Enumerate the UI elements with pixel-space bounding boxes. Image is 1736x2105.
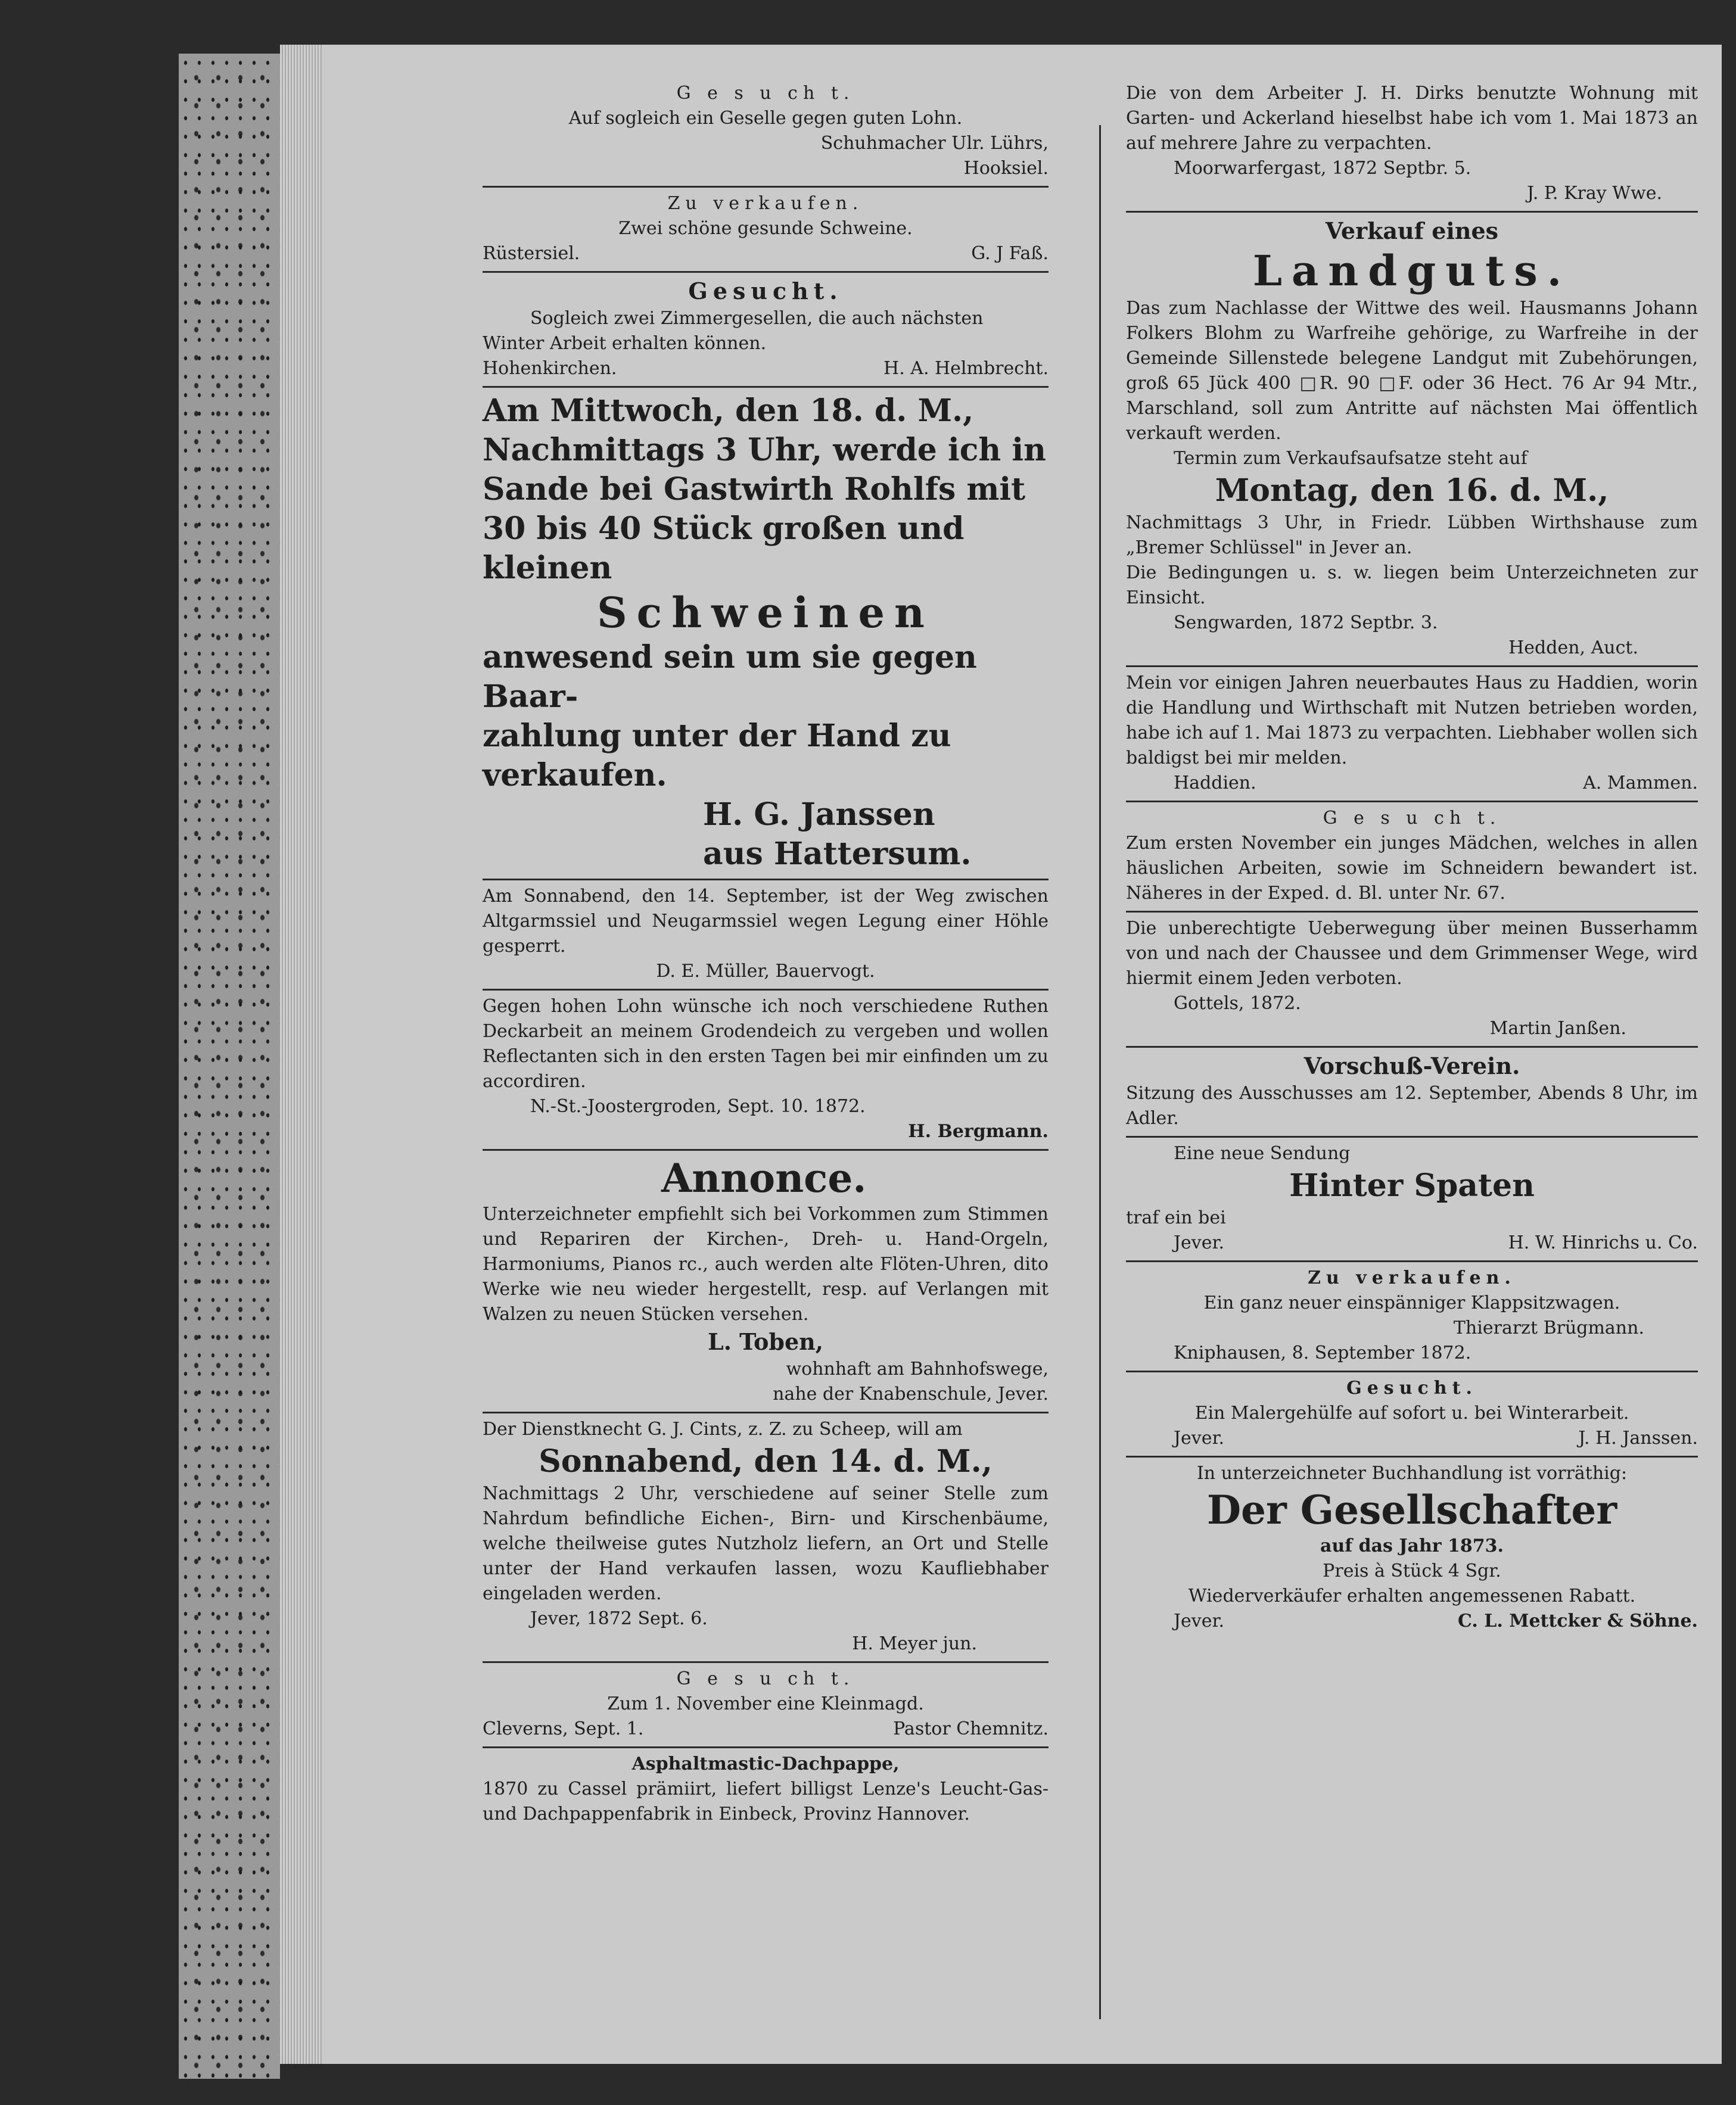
ad-signature: H. Meyer jun. — [852, 1633, 977, 1654]
ad-headline: Hinter Spaten — [1289, 1167, 1535, 1204]
ad-headline: 30 bis 40 Stück großen und kleinen — [483, 510, 965, 586]
ad-place: Jever, 1872 Sept. 6. — [530, 1608, 708, 1629]
ad-text: Die Bedingungen u. s. w. liegen beim Unterzeichneten zur Einsicht. — [1126, 562, 1698, 608]
ad-text: In unterzeichneter Buchhandlung ist vorräthig: — [1196, 1463, 1628, 1484]
ad-text: Zum ersten November ein junges Mädchen, welches in allen häuslichen Arbeiten, sowie im Schneidern bewandert ist. Näheres in der Exped. d. Bl. unter Nr. 67. — [1126, 833, 1698, 904]
ad-title: Zu verkaufen. — [667, 193, 864, 214]
ad-headline: anwesend sein um sie gegen Baar- — [483, 639, 977, 715]
ad-place: aus Hattersum. — [703, 836, 972, 872]
ad-deckarbeit — [483, 991, 1049, 1151]
ad-headline: Am Mittwoch, den 18. d. M., — [483, 393, 974, 429]
ad-place: Kniphausen, 8. September 1872. — [1174, 1343, 1471, 1363]
ad-headline: Sonnabend, den 14. d. M., — [539, 1443, 993, 1480]
ad-annonce-orgeln — [483, 1151, 1049, 1413]
ad-text: Winter Arbeit erhalten können. — [483, 333, 767, 354]
ad-signature: H. A. Helmbrecht. — [883, 358, 1049, 379]
ad-text: Mein vor einigen Jahren neuerbautes Haus zu Haddien, worin die Handlung und Wirthschaft mit Nutzen betrieben worden, habe ich auf 1. Mai 1873 zu verpachten. Liebhaber wollen sich baldigst bei mir melden. — [1126, 672, 1698, 768]
ad-text: Nachmittags 2 Uhr, verschiedene auf seiner Stelle zum Nahrdum befindliche Eichen-, Birn- und Kirschenbäume, welche theilweise gutes Nutzholz liefern, an Ort und Stelle unter der Hand verkaufen lassen, wozu Kaufliebhaber eingeladen werden. — [483, 1483, 1049, 1604]
ad-place: Hohenkirchen. — [483, 358, 617, 379]
ad-title: Zu verkaufen. — [1308, 1268, 1516, 1288]
ad-gesucht-maedchen — [1126, 802, 1698, 913]
ad-title: Asphaltmastic-Dachpappe, — [631, 1754, 900, 1774]
ad-baeume-verkauf — [483, 1413, 1049, 1663]
ad-headline: Nachmittags 3 Uhr, werde ich in — [483, 432, 1046, 468]
ad-text: Die von dem Arbeiter J. H. Dirks benutzte Wohnung mit Garten- und Ackerland hieselbst habe ich vom 1. Mai 1873 an auf mehrere Jahre zu verpachten. — [1126, 83, 1698, 154]
ad-gesucht-malergehuelfe — [1126, 1372, 1698, 1458]
ad-signature: Thierarzt Brügmann. — [1453, 1318, 1644, 1338]
ad-signature: D. E. Müller, Bauervogt. — [656, 961, 875, 982]
ad-gesucht-zimmergesellen — [483, 273, 1049, 388]
ad-place: Jever. — [1174, 1428, 1225, 1449]
ad-place: Rüstersiel. — [483, 243, 580, 264]
ad-place: Jever. — [1174, 1232, 1225, 1253]
ad-vorschuss-verein — [1126, 1048, 1698, 1138]
ad-title: Vorschuß-Verein. — [1303, 1052, 1520, 1079]
ad-wohnung-verpachten — [1126, 77, 1698, 213]
ad-signature: J. H. Janssen. — [1578, 1428, 1698, 1449]
ad-headline: zahlung unter der Hand zu verkaufen. — [483, 718, 951, 793]
ad-gesucht-kleinmagd — [483, 1663, 1049, 1748]
ad-place: N.-St.-Joostergroden, Sept. 10. 1872. — [530, 1096, 866, 1117]
ad-text: Am Sonnabend, den 14. September, ist der Weg zwischen Altgarmssiel und Neugarmssiel wegen Legung einer Höhle gesperrt. — [483, 886, 1049, 957]
ad-title: G e s u ch t. — [1323, 808, 1501, 829]
ad-signature: H. G. Janssen — [703, 796, 935, 833]
ad-text: Der Dienstknecht G. J. Cints, z. Z. zu Scheep, will am — [483, 1419, 963, 1440]
ad-place: Moorwarfergast, 1872 Septbr. 5. — [1174, 158, 1471, 179]
ad-text: Unterzeichneter empfiehlt sich bei Vorkommen zum Stimmen und Repariren der Kirchen-, Dreh- u. Hand-Orgeln, Harmoniums, Pianos rc., auch werden alte Flöten-Uhren, dito Werke wie neu wieder hergestellt, resp. auf Verlangen mit Walzen zu neuen Stücken versehen. — [483, 1204, 1049, 1325]
ad-signature: Hedden, Auct. — [1508, 637, 1638, 658]
ad-signature: Pastor Chemnitz. — [893, 1718, 1049, 1739]
ad-ueberwegung-verboten — [1126, 913, 1698, 1048]
left-column — [483, 77, 1049, 1832]
column-divider — [1099, 125, 1101, 2019]
ad-headline: Landguts. — [1252, 246, 1572, 295]
ad-headline: Schweinen — [597, 588, 934, 637]
ad-address: wohnhaft am Bahnhofswege, — [786, 1359, 1049, 1380]
ad-signature: J. P. Kray Wwe. — [1527, 183, 1662, 204]
ad-text: Wiederverkäufer erhalten angemessenen Rabatt. — [1188, 1586, 1636, 1606]
ad-gesucht-geselle — [483, 77, 1049, 188]
ad-text: Zwei schöne gesunde Schweine. — [618, 218, 913, 239]
ad-title: Gesucht. — [688, 278, 843, 304]
ad-text: Nachmittags 3 Uhr, in Friedr. Lübben Wirthshause zum „Bremer Schlüssel" in Jever an. — [1126, 512, 1698, 558]
ad-weg-gesperrt — [483, 880, 1049, 991]
ad-klappsitzwagen — [1126, 1262, 1698, 1372]
ad-dachpappe — [483, 1748, 1049, 1832]
page-edges — [280, 45, 328, 2064]
ad-place: Gottels, 1872. — [1174, 993, 1301, 1014]
ad-title: Annonce. — [661, 1155, 867, 1201]
ad-place: Hooksiel. — [963, 158, 1049, 179]
ad-signature: H. Bergmann. — [908, 1121, 1049, 1142]
ad-schweine-auktion — [483, 388, 1049, 880]
ad-headline: Sande bei Gastwirth Rohlfs mit — [483, 471, 1026, 507]
ad-gesellschafter — [1126, 1458, 1698, 1639]
ad-signature: Schuhmacher Ulr. Lührs, — [820, 133, 1049, 154]
ad-text: auf das Jahr 1873. — [1320, 1536, 1504, 1556]
ad-haus-verpachten — [1126, 667, 1698, 802]
ad-headline: Der Gesellschafter — [1206, 1487, 1617, 1533]
ad-hinter-spaten — [1126, 1138, 1698, 1262]
ad-signature: A. Mammen. — [1583, 773, 1698, 793]
ad-text: Gegen hohen Lohn wünsche ich noch verschiedene Ruthen Deckarbeit an meinem Grodendeich zu vergeben und wollen Reflectanten sich in den ersten Tagen bei mir einfinden um zu accordiren. — [483, 996, 1049, 1092]
ad-title: G e s u ch t. — [676, 1668, 855, 1689]
ad-text: Eine neue Sendung — [1174, 1143, 1351, 1164]
ad-text: Zum 1. November eine Kleinmagd. — [607, 1693, 924, 1714]
ad-text: Die unberechtigte Ueberwegung über meinen Busserhamm von und nach der Chaussee und dem Grimmenser Wege, wird hiermit einem Jeden verboten. — [1126, 918, 1698, 989]
ad-text: Ein ganz neuer einspänniger Klappsitzwagen. — [1203, 1293, 1620, 1313]
ad-title: Gesucht. — [1346, 1378, 1477, 1399]
ad-text: Termin zum Verkaufsaufsatze steht auf — [1174, 448, 1527, 469]
ad-place: Jever. — [1174, 1611, 1225, 1631]
ad-signature: L. Toben, — [707, 1328, 824, 1355]
book-edge-speckle — [179, 54, 280, 2079]
ad-address: nahe der Knabenschule, Jever. — [773, 1384, 1049, 1405]
right-column — [1126, 77, 1698, 1639]
ad-text: Sitzung des Ausschusses am 12. September, Abends 8 Uhr, im Adler. — [1126, 1083, 1698, 1129]
ad-place: Haddien. — [1174, 773, 1256, 793]
ad-text: Sogleich zwei Zimmergesellen, die auch nächsten — [530, 308, 984, 329]
ad-signature: C. L. Mettcker & Söhne. — [1458, 1611, 1698, 1631]
ad-text: traf ein bei — [1126, 1207, 1226, 1228]
ad-text: Preis à Stück 4 Sgr. — [1323, 1561, 1501, 1581]
ad-text: Ein Malergehülfe auf sofort u. bei Winterarbeit. — [1194, 1403, 1629, 1424]
ad-headline: Montag, den 16. d. M., — [1215, 472, 1609, 509]
ad-text: 1870 zu Cassel prämiirt, liefert billigst Lenze's Leucht-Gas- und Dachpappenfabrik in Einbeck, Provinz Hannover. — [483, 1779, 1049, 1824]
ad-signature: H. W. Hinrichs u. Co. — [1508, 1232, 1698, 1253]
ad-place: Sengwarden, 1872 Septbr. 3. — [1174, 612, 1438, 633]
ad-title: Verkauf eines — [1325, 217, 1499, 244]
ad-place: Cleverns, Sept. 1. — [483, 1718, 644, 1739]
ad-signature: G. J Faß. — [971, 243, 1049, 264]
ad-title: G e s u ch t. — [676, 83, 855, 104]
ad-verkaufen-schweine — [483, 188, 1049, 273]
ad-text: Auf sogleich ein Geselle gegen guten Lohn. — [568, 108, 963, 129]
ad-landgut-verkauf — [1126, 213, 1698, 667]
ad-signature: Martin Janßen. — [1489, 1018, 1626, 1039]
ad-text: Das zum Nachlasse der Wittwe des weil. Hausmanns Johann Folkers Blohm zu Warfreihe gehörige, zu Warfreihe in der Gemeinde Sillenstede belegene Landgut mit Zubehörungen, groß 65 Jück 400 □R. 90 □F. oder 36 Hect. 76 Ar 94 Mtr., Marschland, soll zum Antritte auf nächsten Mai öffentlich verkauft werden. — [1126, 298, 1698, 444]
